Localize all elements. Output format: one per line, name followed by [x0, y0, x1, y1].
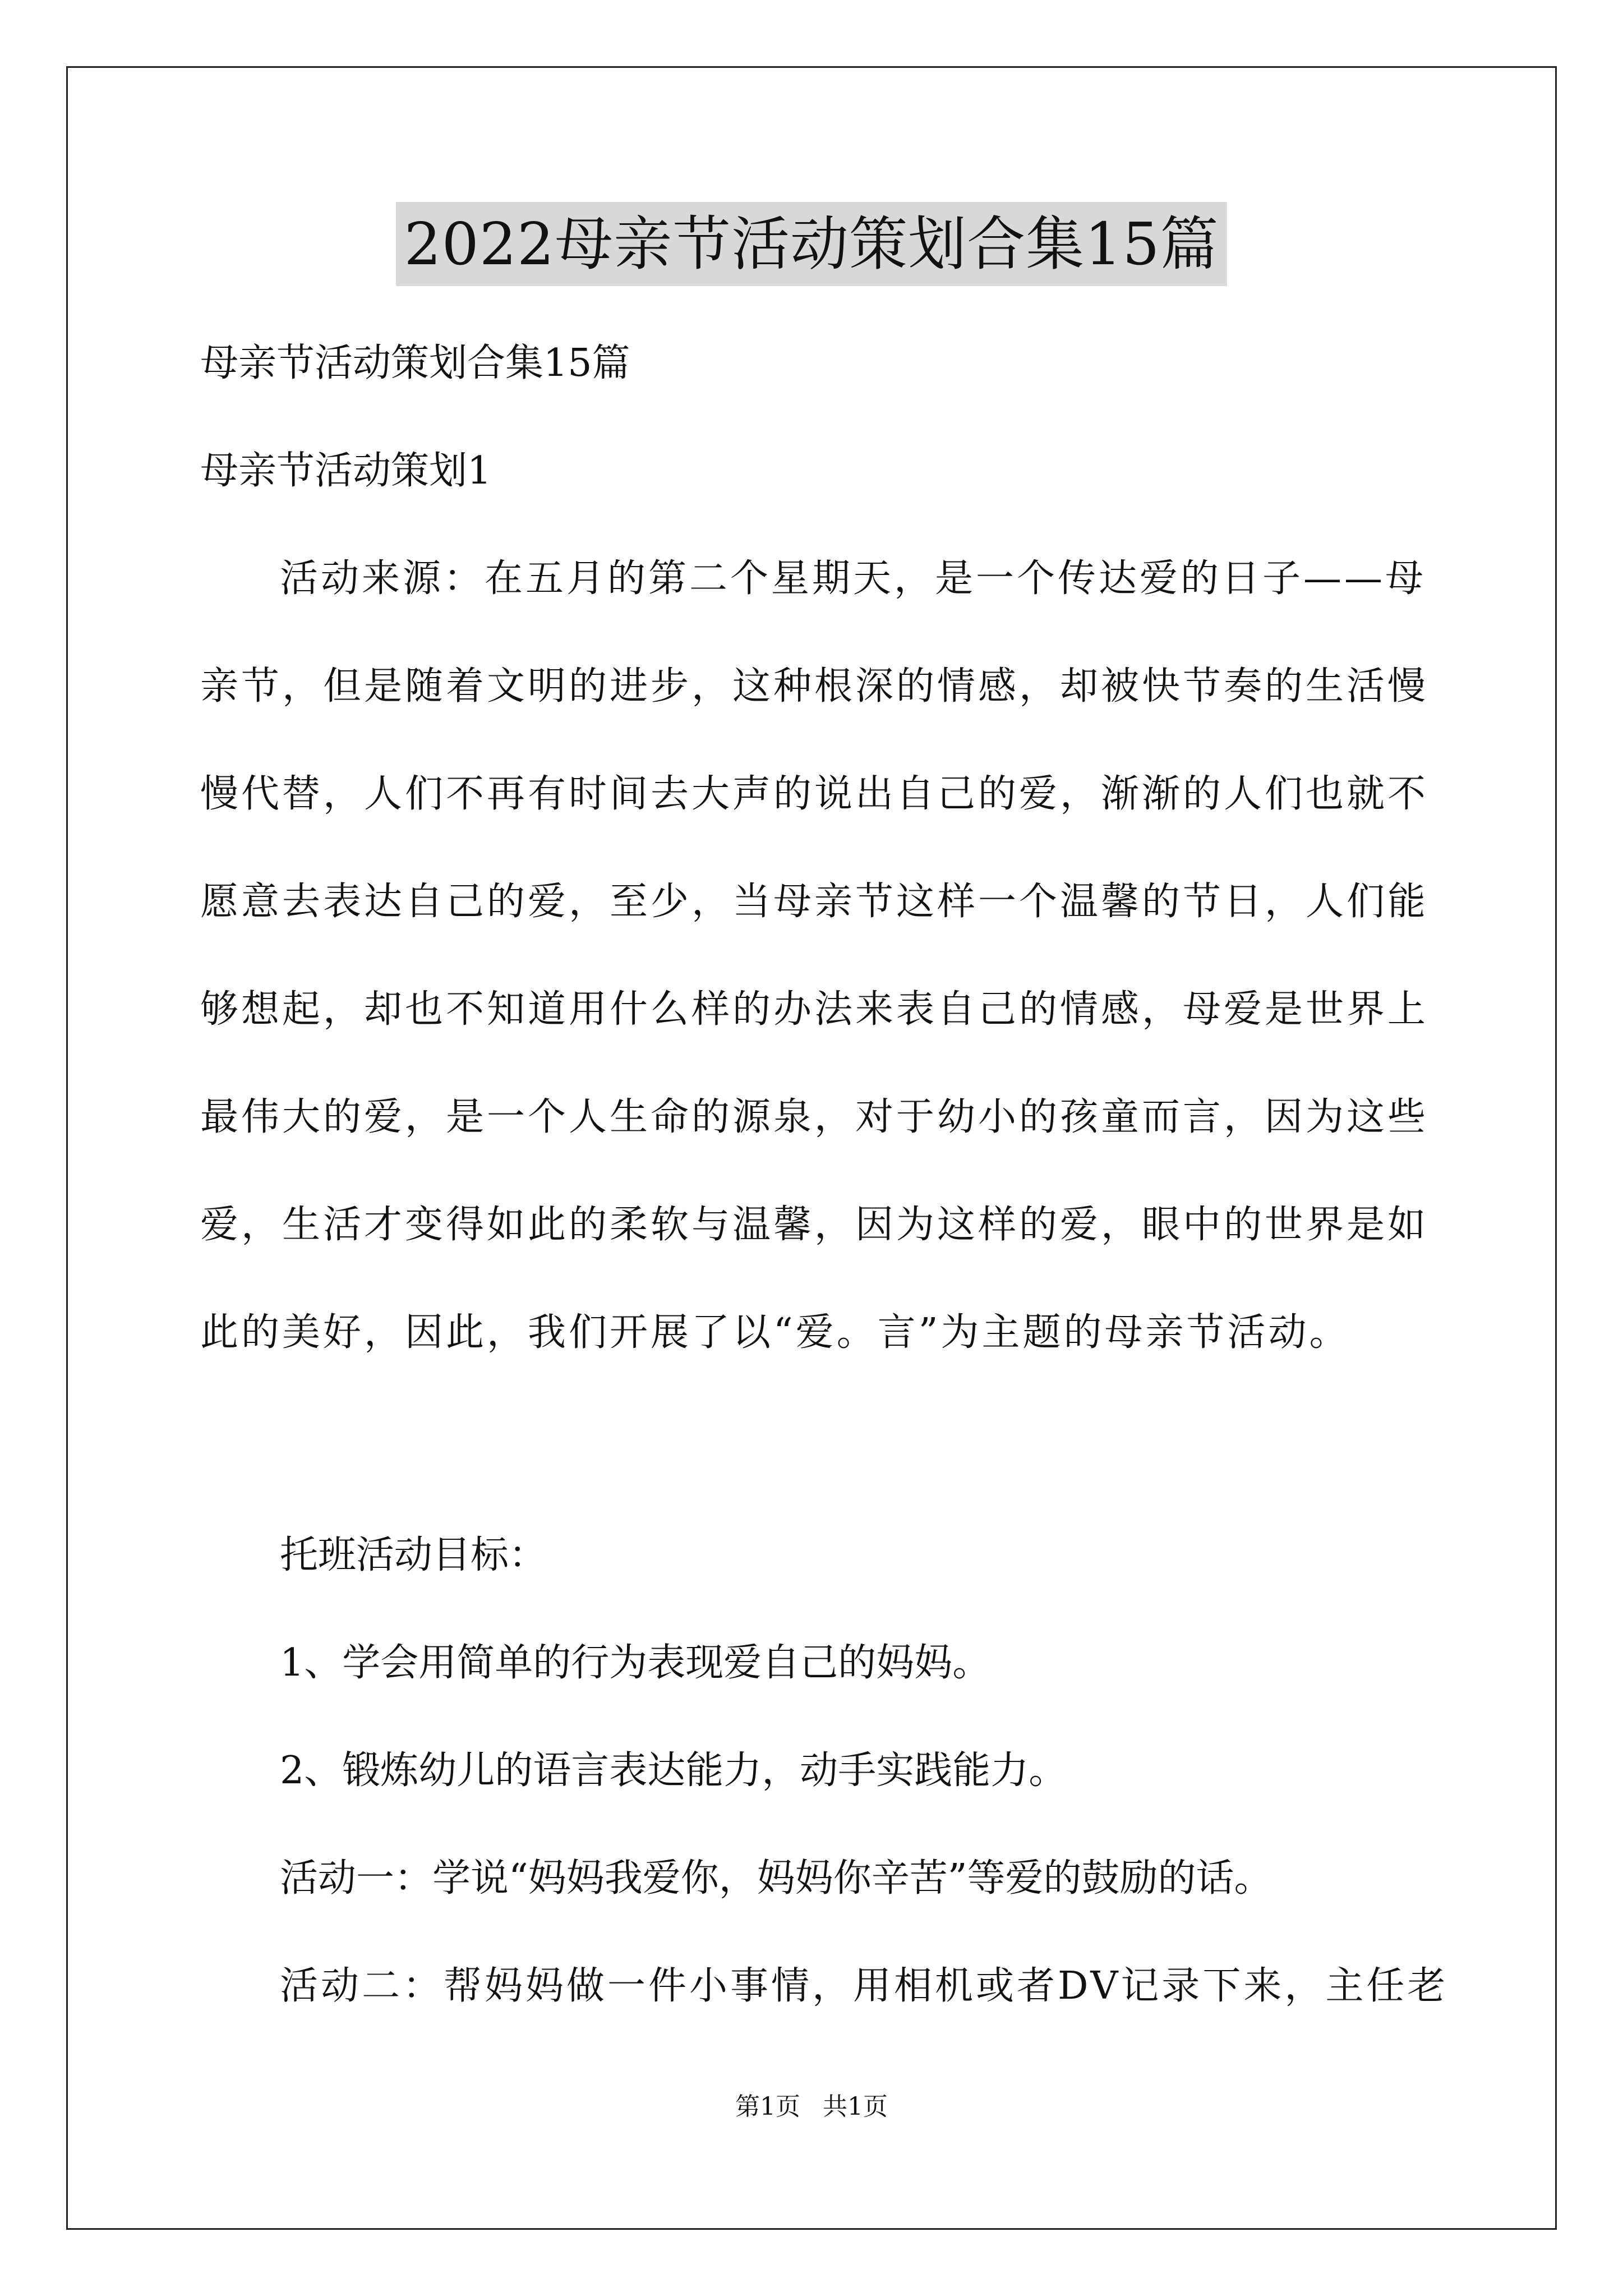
page-total: 共1页 — [823, 2092, 888, 2121]
intro-paragraph — [200, 525, 1434, 1387]
paragraph-line: 此的美好，因此，我们开展了以“爱。言”为主题的母亲节活动。 — [200, 1310, 1350, 1355]
paragraph-line: 最伟大的爱，是一个人生命的源泉，对于幼小的孩童而言，因为这些 — [200, 1095, 1429, 1139]
page-footer — [0, 2090, 1623, 2124]
title-container — [0, 202, 1623, 286]
document-body — [200, 310, 1449, 2040]
goal-item-2: 2、锻炼幼儿的语言表达能力，动手实践能力。 — [280, 1749, 1067, 1793]
section-heading: 母亲节活动策划1 — [200, 449, 492, 493]
activity-item-1: 活动一：学说“妈妈我爱你，妈妈你辛苦”等爱的鼓励的话。 — [280, 1856, 1272, 1901]
document-title: 2022母亲节活动策划合集15篇 — [396, 202, 1227, 286]
page-number: 第1页 — [735, 2092, 800, 2121]
paragraph-line: 爱，生活才变得如此的柔软与温馨，因为这样的爱，眼中的世界是如 — [200, 1203, 1429, 1247]
activity-item-2: 活动二：帮妈妈做一件小事情，用相机或者DV记录下来，主任老 — [280, 1964, 1449, 2008]
paragraph-line: 够想起，却也不知道用什么样的办法来表自己的情感，母爱是世界上 — [200, 987, 1429, 1032]
paragraph-line: 慢代替，人们不再有时间去大声的说出自己的爱，渐渐的人们也就不 — [200, 772, 1429, 816]
paragraph-spacer — [200, 1387, 1434, 1502]
paragraph-line: 亲节，但是随着文明的进步，这种根深的情感，却被快节奏的生活慢 — [200, 664, 1429, 708]
goal-item-1: 1、学会用简单的行为表现爱自己的妈妈。 — [280, 1641, 991, 1685]
goals-heading: 托班活动目标： — [280, 1533, 547, 1577]
paragraph-line: 愿意去表达自己的爱，至少，当母亲节这样一个温馨的节日，人们能 — [200, 880, 1429, 924]
document-subtitle: 母亲节活动策划合集15篇 — [200, 341, 630, 385]
paragraph-line: 活动来源：在五月的第二个星期天，是一个传达爱的日子——母 — [280, 556, 1427, 601]
